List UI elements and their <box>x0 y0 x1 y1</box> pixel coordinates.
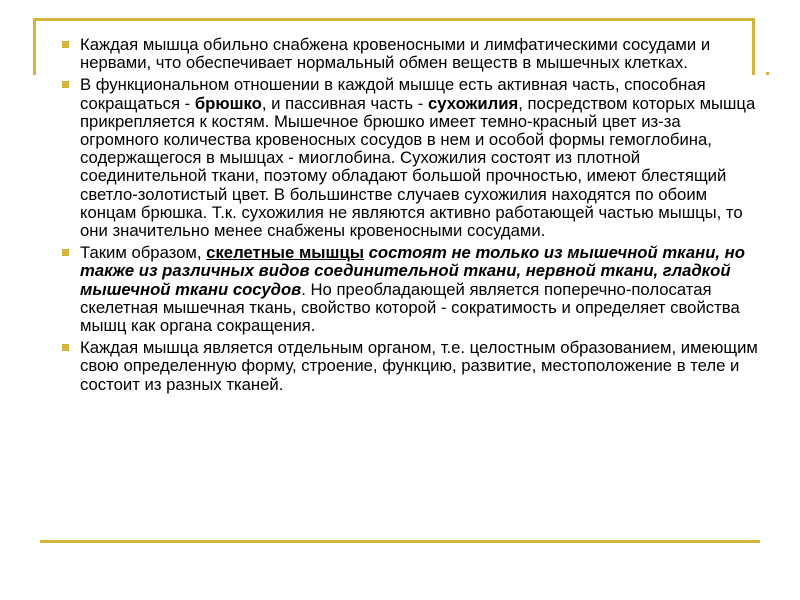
bullet-text: , и пассивная часть - <box>261 93 428 113</box>
top-border-line <box>33 18 755 21</box>
term-skeletal-muscles: скелетные мышцы <box>206 243 364 263</box>
bullet-text: . Но преобладающей является поперечно-полосатая скелетная мышечная ткань, свойство которой - сократимость и определяет свойства мышц как органа сокращения. <box>80 279 740 336</box>
slide-content <box>62 36 762 398</box>
bullet-item-2 <box>62 76 762 240</box>
bullet-text: , посредством которых мышца прикрепляется к костям. Мышечное брюшко имеет темно-красный цвет из-за огромного количества кровеносных сосудов в нем и особой формы гемоглобина, содержащегося в мышцах - миоглобина. Сухожилия состоят из плотной соединительной ткани, поэтому обладают большой прочностью, имеют блестящий светло-золотистый цвет. В большинстве случаев сухожилия находятся по обоим концам брюшка. Т.к. сухожилия не являются активно работающей частью мышцы, то они значительно менее снабжены кровеносными сосудами. <box>80 93 756 241</box>
left-border-line <box>33 18 36 75</box>
square-bullet-icon <box>62 81 69 88</box>
square-bullet-icon <box>62 41 69 48</box>
bullet-text: Каждая мышца является отдельным органом, т.е. целостным образованием, имеющим свою определенную форму, строение, функцию, развитие, местоположение в теле и состоит из разных тканей. <box>80 338 758 394</box>
bullet-text: Таким образом, <box>80 243 207 263</box>
term-belly: брюшко <box>194 93 262 113</box>
emphasis-tissues: состоят не только из мышечной ткани, но также из различных видов соединительной ткани, нервной ткани, гладкой мышечной ткани сосудов <box>80 243 745 299</box>
bullet-item-3 <box>62 244 762 335</box>
bullet-text: В функциональном отношении в каждой мышце есть активная часть, способная сокращаться - <box>80 75 706 113</box>
square-bullet-icon <box>62 344 69 351</box>
bullet-item-4 <box>62 339 762 394</box>
decorative-dot <box>766 72 769 75</box>
term-tendons: сухожилия <box>427 93 519 113</box>
square-bullet-icon <box>62 249 69 256</box>
bullet-item-1 <box>62 36 762 72</box>
bottom-border-line <box>40 540 760 543</box>
bullet-text: Каждая мышца обильно снабжена кровеносными и лимфатическими сосудами и нервами, что обеспечивает нормальный обмен веществ в мышечных клетках. <box>80 35 711 73</box>
